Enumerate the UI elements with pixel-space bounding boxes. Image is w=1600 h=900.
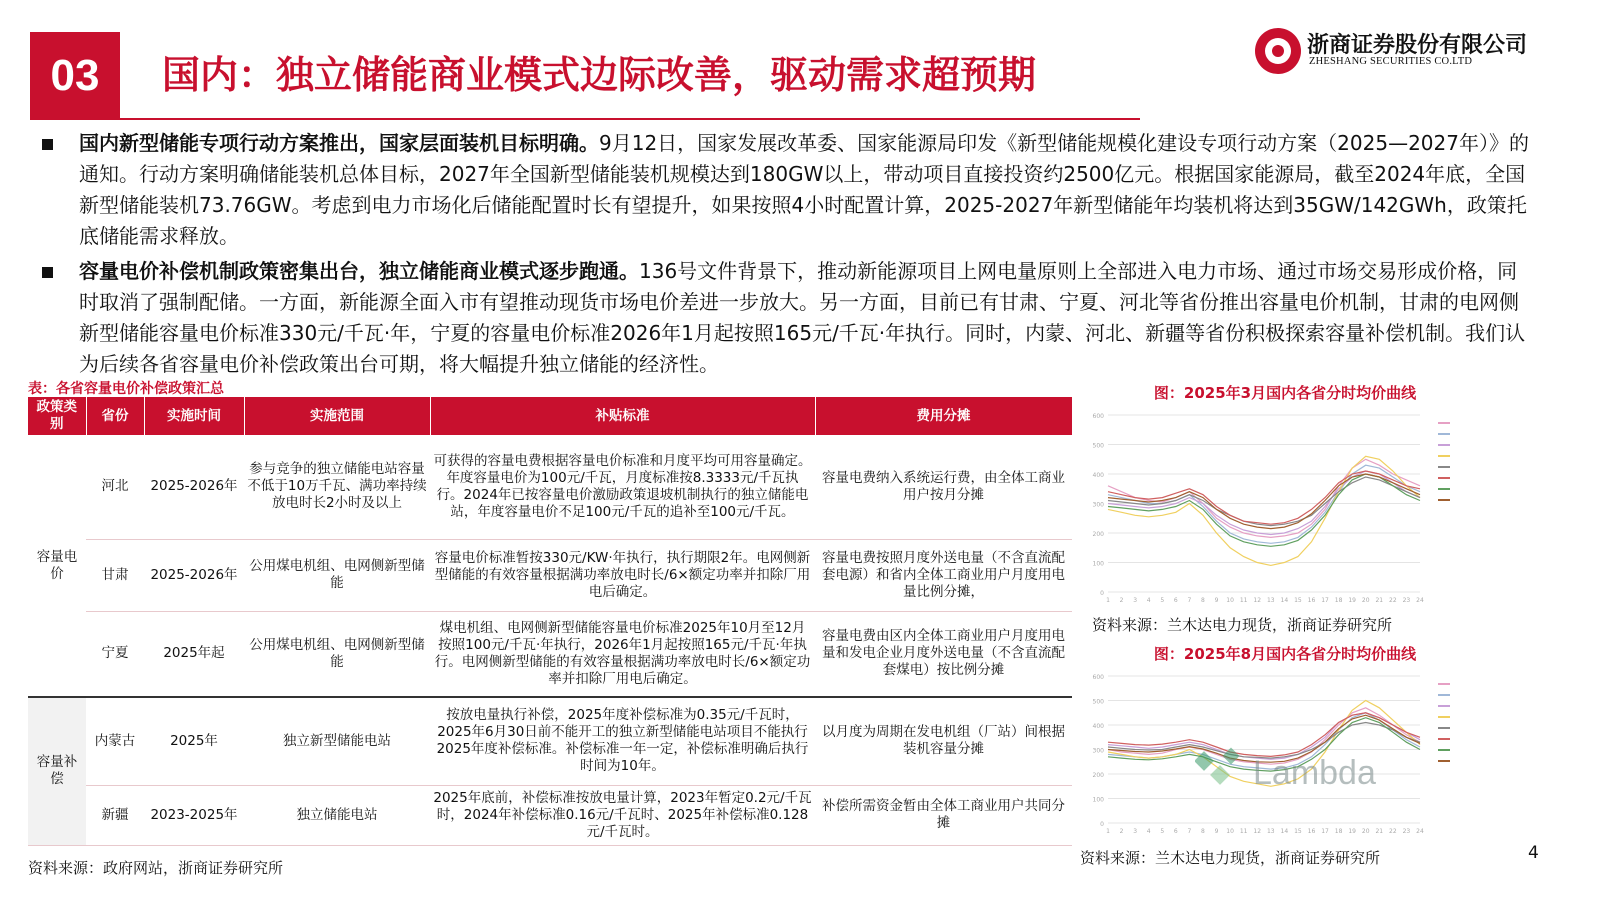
table-row bbox=[28, 611, 1072, 697]
logo-mark-icon bbox=[1255, 28, 1301, 74]
table-row bbox=[28, 435, 1072, 539]
chart-source: 资料来源：兰木达电力现货，浙商证券研究所 bbox=[1080, 849, 1381, 867]
x-tick-label: 6 bbox=[1173, 597, 1178, 604]
scope-cell: 独立储能电站 bbox=[244, 785, 430, 845]
time-cell: 2025年 bbox=[144, 697, 244, 785]
x-tick-label: 17 bbox=[1321, 828, 1329, 835]
x-tick-label: 1 bbox=[1106, 597, 1110, 604]
standard-cell: 可获得的容量电费根据容量电价标准和月度平均可用容量确定。年度容量电价为100元/千瓦，月度标准按8.3333元/千瓦执行。2024年已按容量电价激励政策退坡机制执行的独立储能电站，年度容量电价不足100元/千瓦的追补至100元/千瓦。 bbox=[430, 435, 815, 539]
standard-cell: 煤电机组、电网侧新型储能容量电价标准2025年10月至12月按照100元/千瓦·年执行，2026年1月起按照165元/千瓦·年执行。电网侧新型储能的有效容量根据满功率放电时长/6×额定功率并扣除厂用电后确定。 bbox=[430, 611, 815, 697]
time-cell: 2025-2026年 bbox=[144, 435, 244, 539]
allocation-cell: 容量电费由区内全体工商业用户月度用电量和发电企业月度外送电量（不含直流配套煤电）按比例分摊 bbox=[815, 611, 1072, 697]
logo-name-en: ZHESHANG SECURITIES CO.LTD bbox=[1309, 56, 1473, 67]
x-tick-label: 12 bbox=[1253, 597, 1262, 604]
x-tick-label: 5 bbox=[1160, 597, 1165, 604]
x-tick-label: 12 bbox=[1253, 828, 1262, 835]
table-header-cell: 实施时间 bbox=[144, 397, 244, 435]
y-tick-label: 500 bbox=[1092, 442, 1104, 450]
allocation-cell: 容量电费纳入系统运行费，由全体工商业用户按月分摊 bbox=[815, 435, 1072, 539]
table-source: 资料来源：政府网站，浙商证券研究所 bbox=[28, 859, 284, 877]
x-tick-label: 13 bbox=[1266, 597, 1275, 604]
province-cell: 河北 bbox=[86, 435, 144, 539]
y-tick-label: 0 bbox=[1100, 821, 1104, 828]
bullet-square-icon bbox=[42, 267, 53, 278]
price-curve-chart-march bbox=[1080, 405, 1500, 610]
y-tick-label: 400 bbox=[1092, 723, 1104, 730]
x-tick-label: 19 bbox=[1348, 828, 1356, 835]
y-tick-label: 400 bbox=[1092, 472, 1104, 479]
x-tick-label: 1 bbox=[1106, 828, 1110, 835]
x-tick-label: 24 bbox=[1416, 597, 1424, 604]
bullet-square-icon bbox=[42, 139, 53, 150]
series-line bbox=[1108, 474, 1420, 546]
y-tick-label: 200 bbox=[1092, 772, 1104, 779]
table-header-cell: 省份 bbox=[86, 397, 144, 435]
scope-cell: 公用煤电机组、电网侧新型储能 bbox=[244, 539, 430, 611]
x-tick-label: 8 bbox=[1201, 597, 1205, 604]
x-tick-label: 23 bbox=[1402, 597, 1411, 604]
x-tick-label: 7 bbox=[1187, 597, 1192, 604]
watermark-logo-icon bbox=[1195, 751, 1214, 771]
x-tick-label: 11 bbox=[1239, 597, 1248, 604]
x-tick-label: 2 bbox=[1119, 828, 1124, 835]
x-tick-label: 22 bbox=[1389, 828, 1397, 835]
x-tick-label: 15 bbox=[1294, 828, 1302, 835]
x-tick-label: 18 bbox=[1334, 828, 1343, 835]
table-row bbox=[28, 785, 1072, 845]
scope-cell: 参与竞争的独立储能电站容量不低于10万千瓦、满功率持续放电时长2小时及以上 bbox=[244, 435, 430, 539]
section-number-badge: 03 bbox=[30, 32, 120, 120]
y-tick-label: 500 bbox=[1092, 698, 1104, 706]
x-tick-label: 19 bbox=[1348, 597, 1356, 604]
x-tick-label: 3 bbox=[1133, 597, 1138, 604]
policy-category-cell: 容量电价 bbox=[28, 435, 86, 697]
chart-source: 资料来源：兰木达电力现货，浙商证券研究所 bbox=[1092, 616, 1393, 634]
policy-table bbox=[28, 397, 1073, 846]
y-tick-label: 600 bbox=[1092, 674, 1104, 681]
x-tick-label: 10 bbox=[1226, 597, 1234, 604]
page-title: 国内：独立储能商业模式边际改善，驱动需求超预期 bbox=[162, 53, 1037, 97]
policy-category-cell: 容量补偿 bbox=[28, 697, 86, 845]
x-tick-label: 7 bbox=[1187, 828, 1192, 835]
scope-cell: 公用煤电机组、电网侧新型储能 bbox=[244, 611, 430, 697]
standard-cell: 按放电量执行补偿，2025年度补偿标准为0.35元/千瓦时，2025年6月30日前不能开工的独立新型储能电站项目不能执行2025年度补偿标准。补偿标准一年一定，补偿标准明确后执行时间为10年。 bbox=[430, 697, 815, 785]
allocation-cell: 以月度为周期在发电机组（厂站）间根据装机容量分摊 bbox=[815, 697, 1072, 785]
province-cell: 内蒙古 bbox=[86, 697, 144, 785]
x-tick-label: 21 bbox=[1375, 597, 1384, 604]
x-tick-label: 4 bbox=[1146, 597, 1151, 604]
logo-name-cn: 浙商证券股份有限公司 bbox=[1307, 33, 1528, 58]
x-tick-label: 24 bbox=[1416, 828, 1424, 835]
y-tick-label: 100 bbox=[1092, 796, 1104, 804]
table-row bbox=[28, 539, 1072, 611]
table-caption: 表：各省容量电价补偿政策汇总 bbox=[28, 381, 224, 397]
x-tick-label: 3 bbox=[1133, 828, 1138, 835]
chart-title: 图：2025年3月国内各省分时均价曲线 bbox=[1153, 384, 1417, 402]
series-line bbox=[1108, 474, 1420, 529]
x-tick-label: 13 bbox=[1266, 828, 1275, 835]
bullet-paragraph bbox=[42, 256, 1532, 380]
x-tick-label: 6 bbox=[1173, 828, 1178, 835]
x-tick-label: 10 bbox=[1226, 828, 1234, 835]
bullet-body: 136号文件背景下，推动新能源项目上网电量原则上全部进入电力市场、通过市场交易形成价格，同时取消了强制配储。一方面，新能源全面入市有望推动现货市场电价差进一步放大。另一方面，目前已有甘肃、宁夏、河北等省份推出容量电价机制，甘肃的电网侧新型储能容量电价标准330元/千瓦·年，宁夏的容量电价标准2026年1月起按照165元/千瓦·年执行。同时，内蒙、河北、新疆等省份积极探索容量补偿机制。我们认为后续各省容量电价补偿政策出台可期，将大幅提升独立储能的经济性。 bbox=[79, 259, 1526, 376]
x-tick-label: 20 bbox=[1361, 828, 1370, 835]
company-logo bbox=[1255, 22, 1535, 82]
table-row bbox=[28, 697, 1072, 785]
x-tick-label: 4 bbox=[1146, 828, 1151, 835]
table-header-row bbox=[28, 397, 1072, 435]
time-cell: 2025-2026年 bbox=[144, 539, 244, 611]
bullet-body: 9月12日，国家发展改革委、国家能源局印发《新型储能规模化建设专项行动方案（2025—2027年）》的通知。行动方案明确储能装机总体目标，2027年全国新型储能装机规模达到180GW以上，带动项目直接投资约2500亿元。根据国家能源局，截至2024年底，全国新型储能装机73.76GW。考虑到电力市场化后储能配置时长有望提升，如果按照4小时配置计算，2025-2027年新型储能年均装机将达到35GW/142GWh，政策托底储能需求释放。 bbox=[79, 131, 1529, 248]
province-cell: 宁夏 bbox=[86, 611, 144, 697]
bullet-heading: 容量电价补偿机制政策密集出台，独立储能商业模式逐步跑通。 bbox=[79, 259, 639, 283]
x-tick-label: 22 bbox=[1389, 597, 1397, 604]
bullet-paragraph bbox=[42, 128, 1532, 252]
x-tick-label: 16 bbox=[1307, 828, 1316, 835]
y-tick-label: 300 bbox=[1092, 747, 1104, 755]
table-header-cell: 补贴标准 bbox=[430, 397, 815, 435]
time-cell: 2025年起 bbox=[144, 611, 244, 697]
table-header-cell: 实施范围 bbox=[244, 397, 430, 435]
x-tick-label: 16 bbox=[1307, 597, 1316, 604]
page-number: 4 bbox=[1528, 843, 1539, 863]
scope-cell: 独立新型储能电站 bbox=[244, 697, 430, 785]
y-tick-label: 300 bbox=[1092, 501, 1104, 509]
lambda-watermark bbox=[1195, 740, 1415, 800]
table-header-cell: 政策类别 bbox=[28, 397, 86, 435]
y-tick-label: 100 bbox=[1092, 560, 1104, 568]
x-tick-label: 15 bbox=[1294, 597, 1302, 604]
allocation-cell: 容量电费按照月度外送电量（不含直流配套电源）和省内全体工商业用户月度用电量比例分摊， bbox=[815, 539, 1072, 611]
x-tick-label: 8 bbox=[1201, 828, 1205, 835]
x-tick-label: 2 bbox=[1119, 597, 1124, 604]
x-tick-label: 17 bbox=[1321, 597, 1329, 604]
x-tick-label: 14 bbox=[1280, 828, 1289, 835]
x-tick-label: 20 bbox=[1361, 597, 1370, 604]
table-header-cell: 费用分摊 bbox=[815, 397, 1072, 435]
y-tick-label: 0 bbox=[1100, 590, 1104, 597]
bullet-heading: 国内新型储能专项行动方案推出，国家层面装机目标明确。 bbox=[79, 131, 599, 155]
allocation-cell: 补偿所需资金暂由全体工商业用户共同分摊 bbox=[815, 785, 1072, 845]
x-tick-label: 9 bbox=[1214, 828, 1219, 835]
province-cell: 新疆 bbox=[86, 785, 144, 845]
standard-cell: 2025年底前，补偿标准按放电量计算，2023年暂定0.2元/千瓦时，2024年补偿标准0.16元/千瓦时、2025年补偿标准0.128元/千瓦时。 bbox=[430, 785, 815, 845]
header-divider bbox=[120, 118, 1140, 120]
x-tick-label: 23 bbox=[1402, 828, 1411, 835]
x-tick-label: 11 bbox=[1239, 828, 1248, 835]
x-tick-label: 21 bbox=[1375, 828, 1384, 835]
watermark-text: Lambda bbox=[1253, 754, 1376, 792]
x-tick-label: 5 bbox=[1160, 828, 1165, 835]
x-tick-label: 18 bbox=[1334, 597, 1343, 604]
y-tick-label: 200 bbox=[1092, 531, 1104, 538]
standard-cell: 容量电价标准暂按330元/KW·年执行，执行期限2年。电网侧新型储能的有效容量根据满功率放电时长/6×额定功率并扣除厂用电后确定。 bbox=[430, 539, 815, 611]
y-tick-label: 600 bbox=[1092, 413, 1104, 420]
x-tick-label: 9 bbox=[1214, 597, 1219, 604]
time-cell: 2023-2025年 bbox=[144, 785, 244, 845]
province-cell: 甘肃 bbox=[86, 539, 144, 611]
chart-title: 图：2025年8月国内各省分时均价曲线 bbox=[1153, 645, 1417, 663]
x-tick-label: 14 bbox=[1280, 597, 1289, 604]
